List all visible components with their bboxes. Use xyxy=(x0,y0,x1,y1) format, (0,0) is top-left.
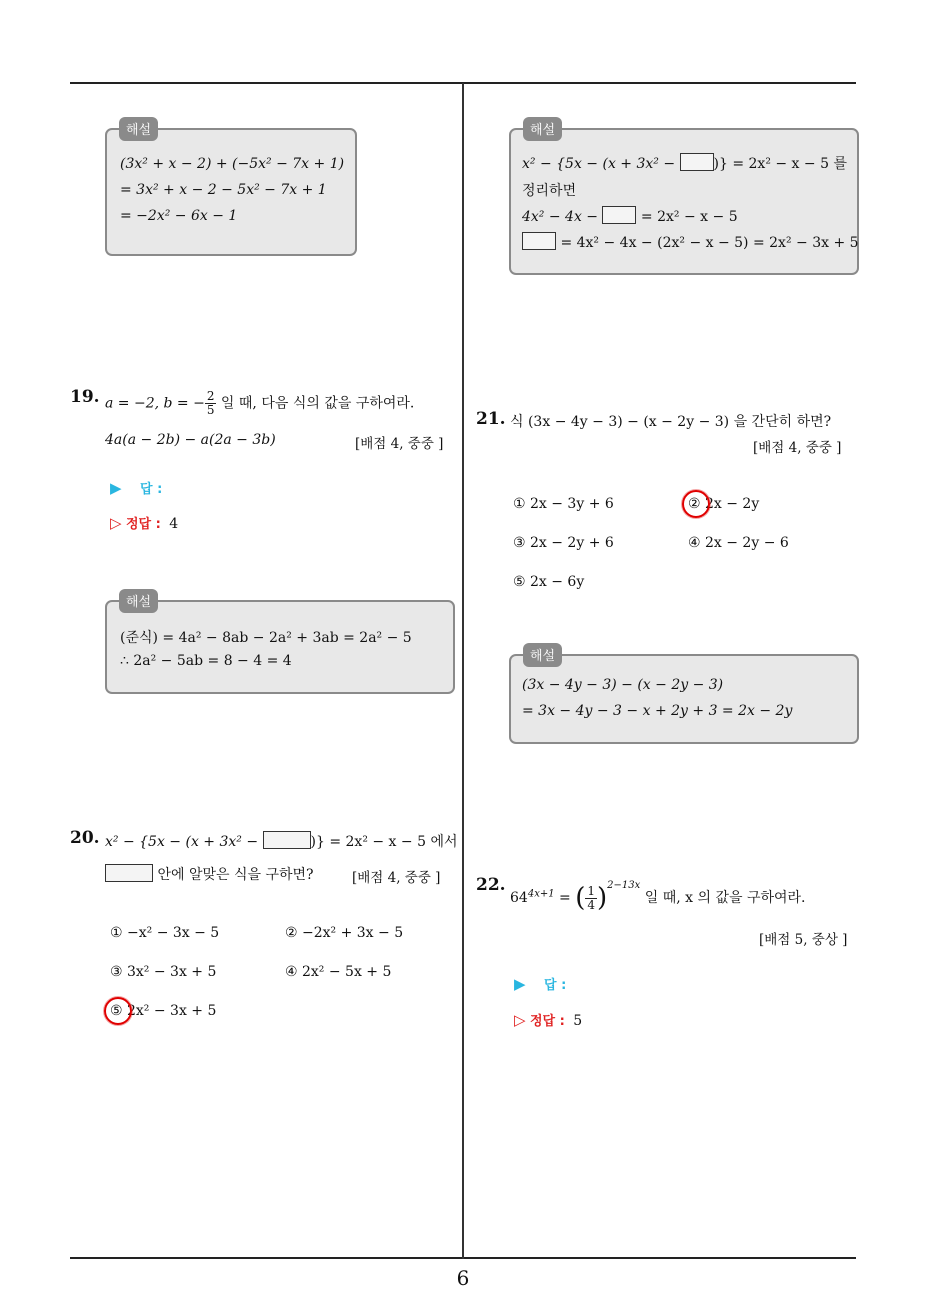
question-number-21: 21. xyxy=(476,409,506,429)
answer-label: 답 : xyxy=(140,482,163,497)
q19-fraction xyxy=(205,390,217,417)
question-19-expression: 4a(a − 2b) − a(2a − 3b) xyxy=(105,432,276,448)
q20-option-5[interactable]: ⑤ 2x² − 3x + 5 xyxy=(110,1003,217,1019)
selected-answer-circle-icon xyxy=(682,490,710,518)
correct-label: 정답 : xyxy=(126,517,161,532)
q22-base: 64 xyxy=(510,890,528,906)
q22-frac-den: 4 xyxy=(587,897,596,912)
q20-stem-line2: 안에 알맞은 식을 구하면? xyxy=(153,867,314,883)
correct-arrow-icon: ▷ xyxy=(514,1011,526,1029)
q19-stem-pre: a = −2, b = − xyxy=(105,395,205,412)
correct-row-22 xyxy=(514,1010,582,1029)
solution-18-line-1: (3x² + x − 2) + (−5x² − 7x + 1) xyxy=(120,156,345,172)
question-number-19: 19. xyxy=(70,387,100,407)
page-number: 6 xyxy=(456,1266,470,1290)
correct-arrow-icon: ▷ xyxy=(110,514,122,532)
solution-box-21 xyxy=(509,654,859,744)
solution-box-19 xyxy=(105,600,455,694)
q21-option-4[interactable]: ④ 2x − 2y − 6 xyxy=(688,535,789,551)
solution-20-line-1 xyxy=(522,153,847,173)
solution-19-line-2: ∴ 2a² − 5ab = 8 − 4 = 4 xyxy=(120,653,292,669)
q22-frac-num: 1 xyxy=(587,883,596,898)
q22-stem-post: 일 때, x 의 값을 구하여라. xyxy=(640,890,806,906)
solution-18-line-3: = −2x² − 6x − 1 xyxy=(120,208,238,224)
q22-base-exp: 4x+1 xyxy=(527,888,555,900)
q20-option-3[interactable]: ③ 3x² − 3x + 5 xyxy=(110,964,217,980)
solution-20-line-3 xyxy=(522,206,738,225)
question-21-meta: [배점 4, 중중 ] xyxy=(753,440,842,456)
solution-21-line-1: (3x − 4y − 3) − (x − 2y − 3) xyxy=(522,677,724,693)
sol20-blank-3 xyxy=(522,232,556,250)
sol20-blank-1 xyxy=(680,153,714,171)
question-22-meta: [배점 5, 중상 ] xyxy=(759,932,848,948)
sol20-l1-pre: x² − {5x − (x + 3x² − xyxy=(522,156,680,172)
q21-option-5[interactable]: ⑤ 2x − 6y xyxy=(513,574,585,590)
sol20-l1-post: )} = 2x² − x − 5 를 xyxy=(713,156,847,172)
q21-option-2[interactable]: ② 2x − 2y xyxy=(688,496,760,512)
q21-option-3[interactable]: ③ 2x − 2y + 6 xyxy=(513,535,614,551)
q22-paren-right: ) xyxy=(597,883,608,913)
q20-option-1[interactable]: ① −x² − 3x − 5 xyxy=(110,925,220,941)
question-21-stem: 식 (3x − 4y − 3) − (x − 2y − 3) 을 간단히 하면? xyxy=(510,414,832,430)
answer-arrow-icon: ▶ xyxy=(110,479,122,497)
q20-stem-pre: x² − {5x − (x + 3x² − xyxy=(105,834,263,850)
solution-18-line-2: = 3x² + x − 2 − 5x² − 7x + 1 xyxy=(120,182,327,198)
answer-label: 답 : xyxy=(544,978,567,993)
q20-option-2[interactable]: ② −2x² + 3x − 5 xyxy=(285,925,404,941)
solution-20-line-4 xyxy=(522,232,859,251)
q22-paren-left: ( xyxy=(575,883,586,913)
solution-tab: 해설 xyxy=(119,589,158,613)
q19-frac-den: 5 xyxy=(206,403,215,417)
question-number-20: 20. xyxy=(70,828,100,848)
correct-value-22: 5 xyxy=(573,1013,583,1029)
question-20-line-2 xyxy=(105,864,314,884)
solution-19-line-1: (준식) = 4a² − 8ab − 2a² + 3ab = 2a² − 5 xyxy=(120,630,412,646)
q19-stem-post: 일 때, 다음 식의 값을 구하여라. xyxy=(216,395,415,412)
q21-option-1[interactable]: ① 2x − 3y + 6 xyxy=(513,496,614,512)
solution-box-20 xyxy=(509,128,859,275)
answer-row-22 xyxy=(514,974,566,993)
q19-frac-num: 2 xyxy=(206,389,215,403)
solution-21-line-2: = 3x − 4y − 3 − x + 2y + 3 = 2x − 2y xyxy=(522,703,793,719)
q22-fraction xyxy=(585,885,597,912)
answer-row-19 xyxy=(110,478,162,497)
q20-option-4[interactable]: ④ 2x² − 5x + 5 xyxy=(285,964,392,980)
correct-label: 정답 : xyxy=(530,1014,565,1029)
solution-tab: 해설 xyxy=(523,117,562,141)
q20-blank-box xyxy=(263,831,311,849)
question-19-stem xyxy=(105,390,414,417)
question-20-stem xyxy=(105,831,458,851)
answer-arrow-icon: ▶ xyxy=(514,975,526,993)
q22-rhs-exp: 2−13x xyxy=(607,880,641,891)
solution-tab: 해설 xyxy=(523,643,562,667)
q20-stem-mid: )} = 2x² − x − 5 에서 xyxy=(310,834,458,850)
column-divider xyxy=(462,83,464,1259)
question-20-meta: [배점 4, 중중 ] xyxy=(352,870,441,886)
question-number-22: 22. xyxy=(476,875,506,895)
sol20-l3-pre: 4x² − 4x − xyxy=(522,209,603,225)
correct-row-19 xyxy=(110,513,178,532)
solution-tab: 해설 xyxy=(119,117,158,141)
sol20-blank-2 xyxy=(602,206,636,224)
sol20-l4-post: = 4x² − 4x − (2x² − x − 5) = 2x² − 3x + 5 xyxy=(556,235,859,251)
question-22-stem xyxy=(510,880,806,913)
q20-blank-box-2 xyxy=(105,864,153,882)
q22-eq: = xyxy=(554,890,576,906)
solution-20-line-2: 정리하면 xyxy=(522,183,577,199)
sol20-l3-post: = 2x² − x − 5 xyxy=(636,209,738,225)
correct-value-19: 4 xyxy=(169,516,179,532)
question-19-meta: [배점 4, 중중 ] xyxy=(355,436,444,452)
selected-answer-circle-icon xyxy=(104,997,132,1025)
